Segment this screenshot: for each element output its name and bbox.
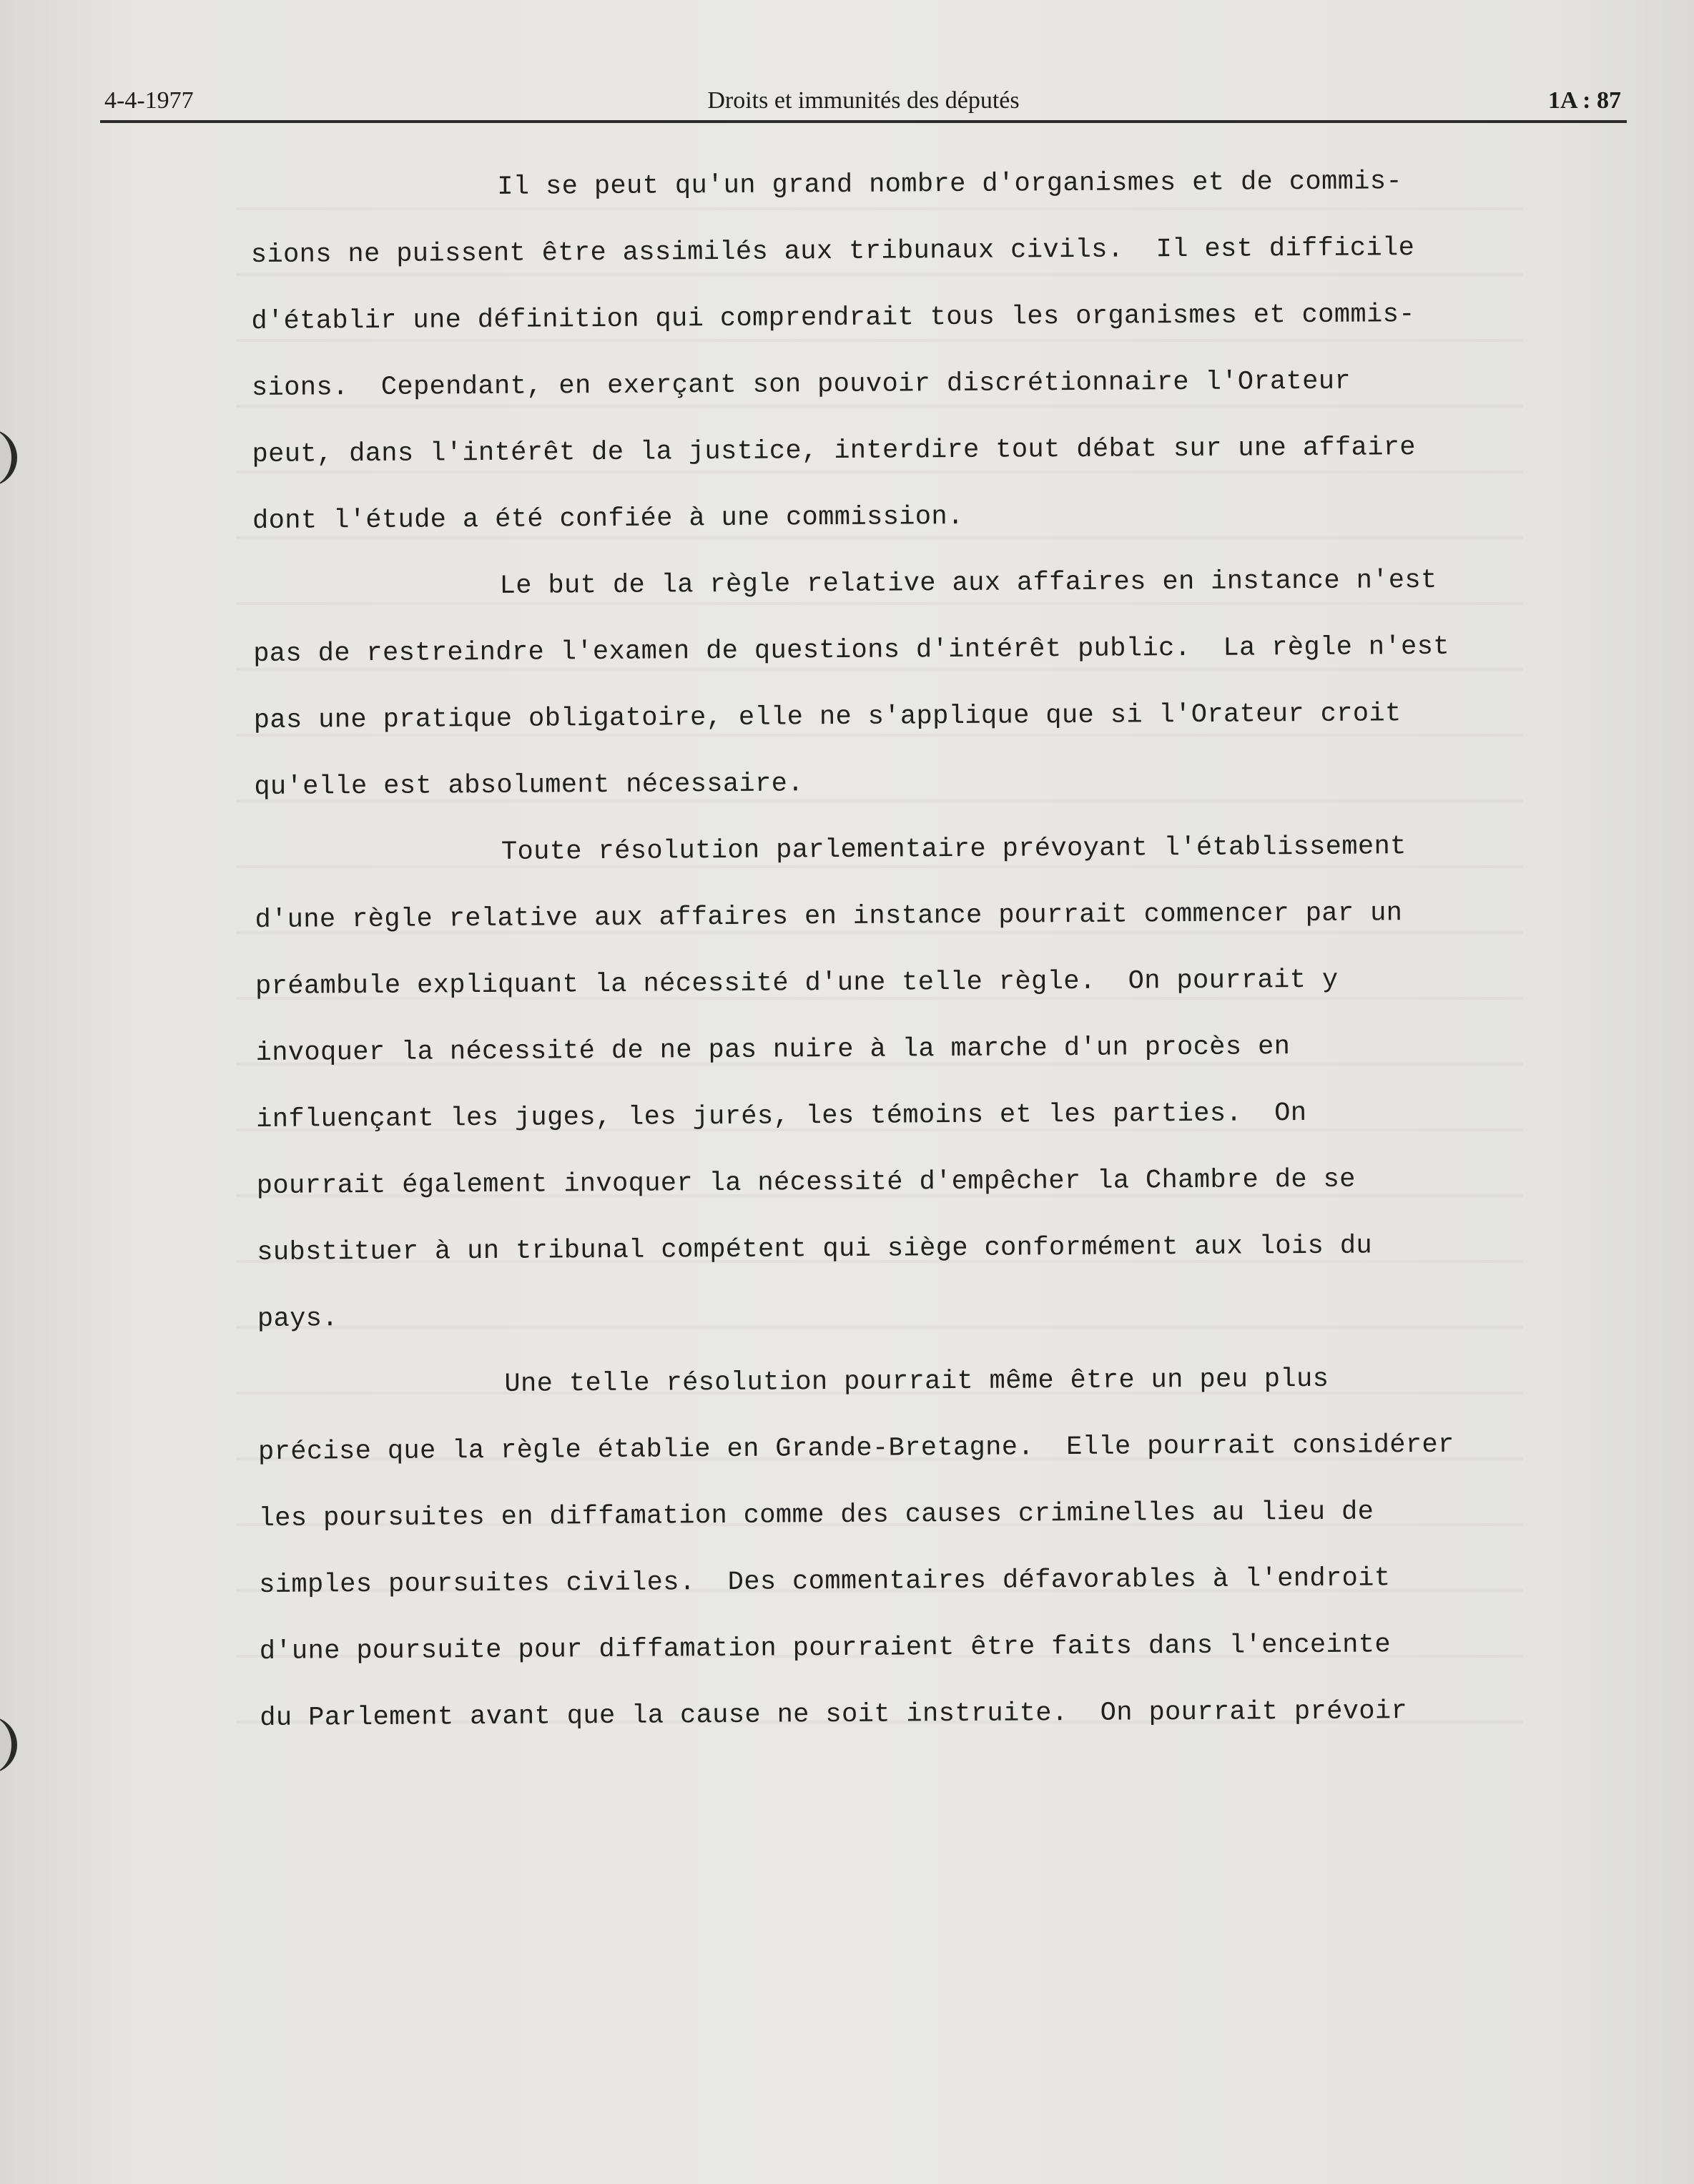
header-title: Droits et immunités des députés	[707, 87, 1020, 114]
text-line: préambule expliquant la nécessité d'une telle règle. On pourrait y	[255, 965, 1339, 1002]
text-line: d'une règle relative aux affaires en instance pourrait commencer par un	[255, 898, 1403, 935]
text-line: Le but de la règle relative aux affaires en instance n'est	[499, 565, 1437, 601]
text-line: pays.	[257, 1304, 339, 1334]
text-line: du Parlement avant que la cause ne soit instruite. On pourrait prévoir	[260, 1696, 1408, 1733]
header-date: 4-4-1977	[104, 87, 194, 114]
binder-hole-bottom	[0, 1716, 17, 1774]
text-line: sions. Cependant, en exerçant son pouvoir discrétionnaire l'Orateur	[251, 366, 1351, 403]
text-line: Une telle résolution pourrait même être un peu plus	[504, 1364, 1329, 1400]
text-line: sions ne puissent être assimilés aux tribunaux civils. Il est difficile	[250, 233, 1415, 270]
text-line: Il se peut qu'un grand nombre d'organismes et de commis-	[497, 167, 1403, 202]
text-line: d'établir une définition qui comprendrait tous les organismes et commis-	[251, 300, 1415, 337]
text-line: pas une pratique obligatoire, elle ne s'applique que si l'Orateur croit	[253, 699, 1402, 736]
header-page-number: 1A : 87	[1548, 87, 1621, 114]
text-line: les poursuites en diffamation comme des causes criminelles au lieu de	[258, 1497, 1374, 1534]
text-line: peut, dans l'intérêt de la justice, interdire tout débat sur une affaire	[252, 433, 1417, 470]
text-line: simples poursuites civiles. Des commentaires défavorables à l'endroit	[259, 1563, 1391, 1600]
text-line: pas de restreindre l'examen de questions d'intérêt public. La règle n'est	[253, 631, 1450, 669]
text-line: invoquer la nécessité de ne pas nuire à la marche d'un procès en	[255, 1032, 1291, 1068]
text-line: Toute résolution parlementaire prévoyant l'établissement	[501, 832, 1407, 867]
text-line: pourrait également invoquer la nécessité d'empêcher la Chambre de se	[256, 1164, 1356, 1201]
text-line: d'une poursuite pour diffamation pourraient être faits dans l'enceinte	[259, 1630, 1392, 1667]
text-line: substituer à un tribunal compétent qui siège conformément aux lois du	[257, 1231, 1373, 1268]
text-line: dont l'étude a été confiée à une commission.	[252, 501, 964, 536]
text-line: qu'elle est absolument nécessaire.	[254, 769, 804, 802]
page-header	[100, 77, 1627, 123]
text-line: influençant les juges, les jurés, les témoins et les parties. On	[256, 1098, 1307, 1135]
body-text	[250, 148, 1490, 1751]
binder-hole-top	[0, 429, 17, 486]
text-line: précise que la règle établie en Grande-Bretagne. Elle pourrait considérer	[257, 1430, 1454, 1467]
